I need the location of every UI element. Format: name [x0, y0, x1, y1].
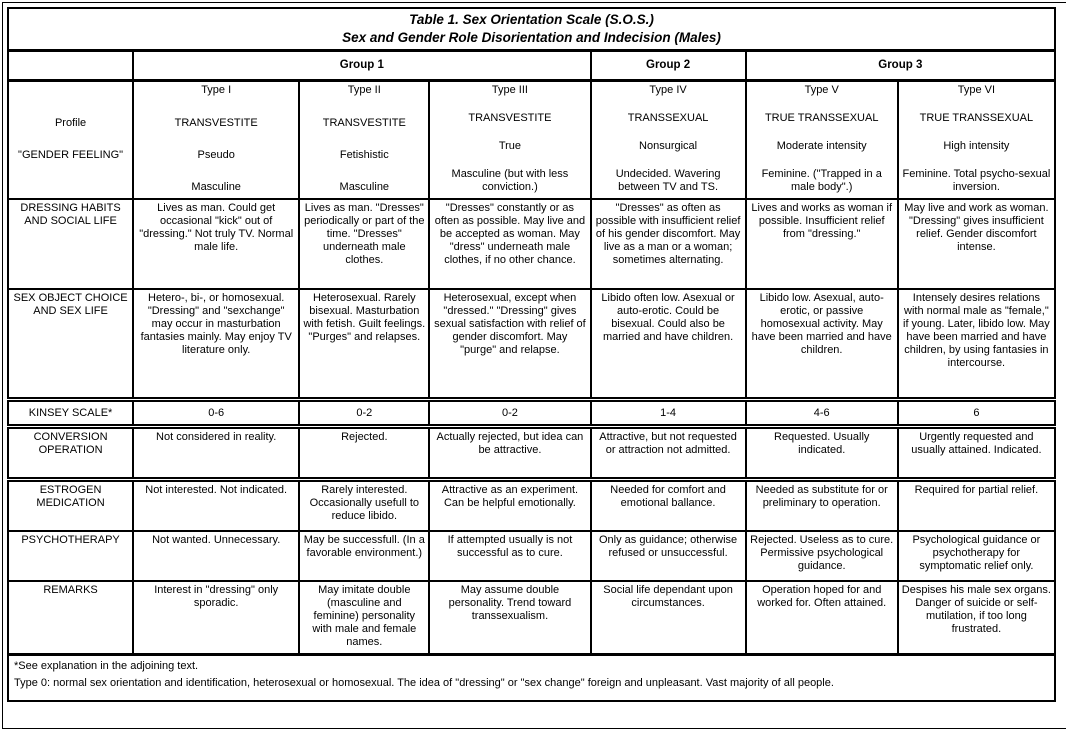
profile-cell-type-3 [429, 81, 590, 199]
type-variant: Moderate intensity [776, 140, 867, 153]
sex-object-row [8, 289, 1055, 400]
table-cell: "Dresses" constantly or as often as possible. May live and be accepted as woman. May "dress" underneath male clothes, if no other chance. [429, 199, 590, 289]
table-cell: 1-4 [591, 400, 746, 427]
table-cell: 0-6 [133, 400, 299, 427]
table-title-line2: Sex and Gender Role Disorientation and Indecision (Males) [342, 30, 721, 46]
table-cell: Attractive, but not requested or attraction not admitted. [591, 427, 746, 480]
table-cell: Needed as substitute for or preliminary to operation. [746, 480, 898, 531]
table-cell: Lives as man. Could get occasional "kick" out of "dressing." Not truly TV. Normal male life. [133, 199, 299, 289]
footnote-type-0: Type 0: normal sex orientation and identification, heterosexual or homosexual. The idea of "dressing" or "sex change" foreign and unpleasant. Vast majority of all people. [14, 677, 834, 690]
table-cell: Not interested. Not indicated. [133, 480, 299, 531]
psychotherapy-row [8, 531, 1055, 581]
table-cell: Operation hoped for and worked for. Often attained. [746, 581, 898, 655]
profile-cell-type-5 [746, 81, 898, 199]
type-number: Type III [491, 84, 528, 97]
table-cell: Only as guidance; otherwise refused or unsuccessful. [591, 531, 746, 581]
kinsey-scale-row [8, 400, 1055, 427]
table-cell: 0-2 [429, 400, 590, 427]
row-label-profile [8, 81, 133, 199]
type-feeling: Feminine. Total psycho-sexual inversion. [902, 168, 1051, 194]
table-title-cell [8, 8, 1055, 51]
type-number: Type V [804, 84, 839, 97]
type-variant: Nonsurgical [639, 140, 698, 153]
table-cell: Urgently requested and usually attained. Indicated. [898, 427, 1055, 480]
table-cell: 4-6 [746, 400, 898, 427]
row-label-kinsey-scale: KINSEY SCALE* [8, 400, 133, 427]
type-number: Type II [347, 84, 381, 97]
profile-cell-type-1 [133, 81, 299, 199]
type-number: Type VI [957, 84, 996, 97]
remarks-row [8, 581, 1055, 655]
table-cell: May be successfull. (In a favorable environment.) [299, 531, 429, 581]
table-cell: Not wanted. Unnecessary. [133, 531, 299, 581]
sos-table [7, 7, 1056, 702]
table-cell: Requested. Usually indicated. [746, 427, 898, 480]
table-cell: Lives and works as woman if possible. Insufficient relief from "dressing." [746, 199, 898, 289]
type-category: TRUE TRANSSEXUAL [764, 112, 879, 125]
table-cell: Hetero-, bi-, or homosexual. "Dressing" and "sexchange" may occur in masturbation fantasies mainly. May enjoy TV literature only. [133, 289, 299, 400]
table-cell: "Dresses" as often as possible with insufficient relief of his gender discomfort. May live as a man or a woman; sometimes alternating. [591, 199, 746, 289]
row-label-sex-object: SEX OBJECT CHOICE AND SEX LIFE [8, 289, 133, 400]
table-title-line1: Table 1. Sex Orientation Scale (S.O.S.) [409, 12, 654, 27]
table-cell: Social life dependant upon circumstances. [591, 581, 746, 655]
table-cell: If attempted usually is not successful as to cure. [429, 531, 590, 581]
type-feeling: Masculine [191, 181, 241, 194]
table-cell: Despises his male sex organs. Danger of suicide or self-mutilation, if too long frustrated. [898, 581, 1055, 655]
conversion-operation-row [8, 427, 1055, 480]
table-cell: Libido often low. Asexual or auto-erotic. Could be bisexual. Could also be married and have children. [591, 289, 746, 400]
table-cell: Attractive as an experiment. Can be helpful emotionally. [429, 480, 590, 531]
table-cell: Rejected. Useless as to cure. Permissive psychological guidance. [746, 531, 898, 581]
table-cell: Required for partial relief. [898, 480, 1055, 531]
table-cell: May imitate double (masculine and feminine) personality with male and female names. [299, 581, 429, 655]
table-cell: May assume double personality. Trend toward transsexualism. [429, 581, 590, 655]
profile-label-line1: Profile [54, 116, 87, 129]
profile-cell-type-4 [591, 81, 746, 199]
type-category: TRANSSEXUAL [627, 112, 709, 125]
table-cell: Interest in "dressing" only sporadic. [133, 581, 299, 655]
table-cell: Not considered in reality. [133, 427, 299, 480]
type-feeling: Masculine [339, 181, 390, 194]
table-cell: 6 [898, 400, 1055, 427]
profile-row [8, 81, 1055, 199]
type-number: Type I [201, 84, 232, 97]
type-category: TRANSVESTITE [468, 112, 552, 125]
group-header-group-2: Group 2 [591, 51, 746, 81]
estrogen-medication-row [8, 480, 1055, 531]
dressing-habits-row [8, 199, 1055, 289]
table-cell: Heterosexual, except when "dressed." "Dressing" gives sexual satisfaction with relief of gender discomfort. May "purge" and relapse. [429, 289, 590, 400]
footnote-asterisk: *See explanation in the adjoining text. [14, 660, 199, 673]
type-variant: High intensity [943, 140, 1010, 153]
type-feeling: Feminine. ("Trapped in a male body".) [761, 168, 882, 194]
type-category: TRANSVESTITE [322, 116, 406, 129]
profile-cell-type-2 [299, 81, 429, 199]
table-cell: May live and work as woman. "Dressing" gives insufficient relief. Gender discomfort intense. [898, 199, 1055, 289]
row-label-conversion-operation: CONVERSION OPERATION [8, 427, 133, 480]
type-category: TRUE TRANSSEXUAL [919, 112, 1034, 125]
table-cell: Intensely desires relations with normal male as "female," if young. Later, libido low. May have been married and have children, by using fantasies in intercourse. [898, 289, 1055, 400]
title-row [8, 8, 1055, 51]
row-label-remarks: REMARKS [8, 581, 133, 655]
table-cell: Rejected. [299, 427, 429, 480]
type-feeling: Masculine (but with less conviction.) [451, 168, 569, 194]
row-label-dressing-habits: DRESSING HABITS AND SOCIAL LIFE [8, 199, 133, 289]
group-header-spacer [8, 51, 133, 81]
group-header-group-1: Group 1 [133, 51, 590, 81]
table-cell: Lives as man. "Dresses" periodically or part of the time. "Dresses" underneath male clothes. [299, 199, 429, 289]
type-feeling: Undecided. Wavering between TV and TS. [615, 168, 721, 194]
profile-label-line2: "GENDER FEELING" [18, 149, 124, 162]
row-label-estrogen-medication: ESTROGEN MEDICATION [8, 480, 133, 531]
type-variant: Fetishistic [339, 149, 389, 162]
profile-cell-type-6 [898, 81, 1055, 199]
table-cell: Heterosexual. Rarely bisexual. Masturbation with fetish. Guilt feelings. "Purges" and relapses. [299, 289, 429, 400]
table-cell: Needed for comfort and emotional ballance. [591, 480, 746, 531]
table-cell: Actually rejected, but idea can be attractive. [429, 427, 590, 480]
table-cell: 0-2 [299, 400, 429, 427]
footnote-row [8, 655, 1055, 701]
type-number: Type IV [649, 84, 687, 97]
type-category: TRANSVESTITE [174, 116, 258, 129]
group-header-group-3: Group 3 [746, 51, 1055, 81]
document-frame [2, 2, 1066, 729]
table-cell: Psychological guidance or psychotherapy for symptomatic relief only. [898, 531, 1055, 581]
footnote-cell [8, 655, 1055, 701]
type-variant: Pseudo [197, 149, 235, 162]
group-header-row [8, 51, 1055, 81]
type-variant: True [498, 140, 522, 153]
table-cell: Rarely interested. Occasionally usefull to reduce libido. [299, 480, 429, 531]
row-label-psychotherapy: PSYCHOTHERAPY [8, 531, 133, 581]
table-cell: Libido low. Asexual, auto-erotic, or passive homosexual activity. May have been married and have children. [746, 289, 898, 400]
